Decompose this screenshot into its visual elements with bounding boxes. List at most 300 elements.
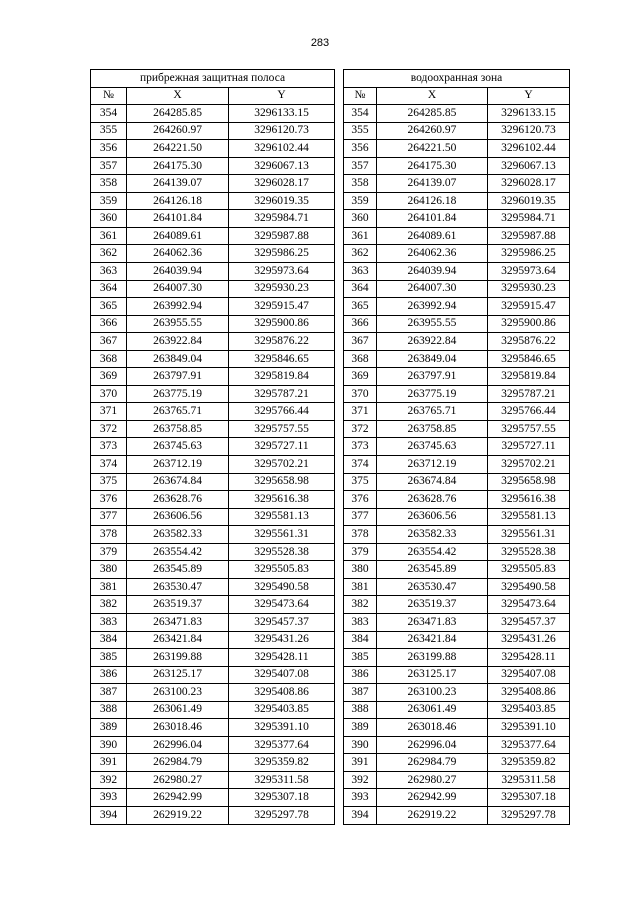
table-row	[343, 684, 569, 702]
point-number: 357	[343, 157, 376, 175]
point-number: 382	[91, 596, 127, 614]
x-coordinate: 263745.63	[127, 438, 229, 456]
x-coordinate: 264062.36	[127, 245, 229, 263]
table-row	[91, 175, 335, 193]
point-number: 372	[91, 420, 127, 438]
point-number: 385	[91, 649, 127, 667]
point-number: 376	[91, 491, 127, 509]
x-coordinate: 264101.84	[127, 210, 229, 228]
x-coordinate: 263628.76	[127, 491, 229, 509]
table-row	[91, 754, 335, 772]
x-coordinate: 263519.37	[127, 596, 229, 614]
point-number: 392	[91, 771, 127, 789]
point-number: 368	[343, 350, 376, 368]
x-coordinate: 262984.79	[127, 754, 229, 772]
point-number: 384	[343, 631, 376, 649]
point-number: 364	[91, 280, 127, 298]
table-row	[91, 561, 335, 579]
x-coordinate: 263628.76	[376, 491, 487, 509]
y-coordinate: 3296028.17	[229, 175, 335, 193]
y-coordinate: 3295819.84	[487, 368, 569, 386]
point-number: 368	[91, 350, 127, 368]
table-row	[91, 543, 335, 561]
table-row	[91, 122, 335, 140]
x-coordinate: 262980.27	[127, 771, 229, 789]
y-coordinate: 3295915.47	[229, 298, 335, 316]
x-coordinate: 264221.50	[127, 140, 229, 158]
x-coordinate: 264089.61	[376, 227, 487, 245]
point-number: 356	[91, 140, 127, 158]
y-coordinate: 3295930.23	[487, 280, 569, 298]
y-coordinate: 3296102.44	[487, 140, 569, 158]
table-row	[91, 263, 335, 281]
table-row	[91, 227, 335, 245]
x-coordinate: 263922.84	[376, 333, 487, 351]
table-row	[91, 596, 335, 614]
table-row	[91, 491, 335, 509]
y-coordinate: 3295407.08	[487, 666, 569, 684]
x-coordinate: 264260.97	[127, 122, 229, 140]
table-row	[343, 245, 569, 263]
y-coordinate: 3295581.13	[487, 508, 569, 526]
y-coordinate: 3295702.21	[229, 456, 335, 474]
table-row	[343, 561, 569, 579]
point-number: 354	[343, 105, 376, 123]
point-number: 372	[343, 420, 376, 438]
point-number: 369	[91, 368, 127, 386]
x-coordinate: 264175.30	[127, 157, 229, 175]
x-coordinate: 263545.89	[127, 561, 229, 579]
point-number: 371	[343, 403, 376, 421]
y-coordinate: 3296067.13	[487, 157, 569, 175]
table-row	[91, 245, 335, 263]
x-coordinate: 264126.18	[376, 192, 487, 210]
x-coordinate: 263125.17	[376, 666, 487, 684]
x-coordinate: 264007.30	[376, 280, 487, 298]
x-coordinate: 263471.83	[127, 613, 229, 631]
x-coordinate: 264139.07	[376, 175, 487, 193]
table-row	[91, 719, 335, 737]
x-coordinate: 263582.33	[376, 526, 487, 544]
y-coordinate: 3295428.11	[487, 649, 569, 667]
x-coordinate: 264062.36	[376, 245, 487, 263]
point-number: 374	[91, 456, 127, 474]
table-row	[343, 649, 569, 667]
x-coordinate: 263421.84	[376, 631, 487, 649]
y-coordinate: 3295727.11	[487, 438, 569, 456]
x-coordinate: 263606.56	[376, 508, 487, 526]
x-coordinate: 263765.71	[376, 403, 487, 421]
point-number: 356	[343, 140, 376, 158]
point-number: 369	[343, 368, 376, 386]
y-coordinate: 3295359.82	[229, 754, 335, 772]
point-number: 373	[343, 438, 376, 456]
table-row	[343, 298, 569, 316]
table-row	[343, 543, 569, 561]
y-coordinate: 3295428.11	[229, 649, 335, 667]
point-number: 394	[91, 806, 127, 824]
point-number: 380	[91, 561, 127, 579]
point-number: 371	[91, 403, 127, 421]
x-coordinate: 263530.47	[376, 578, 487, 596]
y-coordinate: 3296133.15	[487, 105, 569, 123]
point-number: 375	[91, 473, 127, 491]
point-number: 364	[343, 280, 376, 298]
table-row	[343, 613, 569, 631]
y-coordinate: 3296102.44	[229, 140, 335, 158]
x-coordinate: 263471.83	[376, 613, 487, 631]
table-row	[343, 315, 569, 333]
y-coordinate: 3295581.13	[229, 508, 335, 526]
table-row	[343, 754, 569, 772]
y-coordinate: 3295986.25	[229, 245, 335, 263]
table-row	[91, 613, 335, 631]
y-coordinate: 3295359.82	[487, 754, 569, 772]
point-number: 362	[91, 245, 127, 263]
y-coordinate: 3295297.78	[487, 806, 569, 824]
point-number: 386	[91, 666, 127, 684]
point-number: 361	[91, 227, 127, 245]
x-coordinate: 263797.91	[376, 368, 487, 386]
table-row	[343, 596, 569, 614]
point-number: 358	[343, 175, 376, 193]
x-coordinate: 263922.84	[127, 333, 229, 351]
x-coordinate: 263674.84	[127, 473, 229, 491]
table-row	[343, 333, 569, 351]
y-coordinate: 3295377.64	[487, 736, 569, 754]
table-row	[343, 456, 569, 474]
x-coordinate: 264039.94	[376, 263, 487, 281]
point-number: 394	[343, 806, 376, 824]
x-coordinate: 264139.07	[127, 175, 229, 193]
x-coordinate: 262996.04	[376, 736, 487, 754]
table-row	[91, 192, 335, 210]
table-row	[91, 526, 335, 544]
point-number: 360	[343, 210, 376, 228]
point-number: 378	[343, 526, 376, 544]
point-number: 375	[343, 473, 376, 491]
y-coordinate: 3295307.18	[487, 789, 569, 807]
table-row	[343, 403, 569, 421]
table-row	[91, 368, 335, 386]
table-row	[91, 280, 335, 298]
y-coordinate: 3295505.83	[487, 561, 569, 579]
y-coordinate: 3295407.08	[229, 666, 335, 684]
table-row	[343, 122, 569, 140]
x-coordinate: 264285.85	[376, 105, 487, 123]
point-number: 366	[343, 315, 376, 333]
table-row	[91, 684, 335, 702]
table-row	[343, 438, 569, 456]
y-coordinate: 3295490.58	[487, 578, 569, 596]
point-number: 379	[91, 543, 127, 561]
point-number: 361	[343, 227, 376, 245]
x-coordinate: 262942.99	[376, 789, 487, 807]
table-row	[343, 385, 569, 403]
y-coordinate: 3295403.85	[229, 701, 335, 719]
y-coordinate: 3295457.37	[229, 613, 335, 631]
coordinate-tables	[90, 69, 570, 825]
point-number: 378	[91, 526, 127, 544]
x-coordinate: 263421.84	[127, 631, 229, 649]
table-row	[343, 227, 569, 245]
y-coordinate: 3295984.71	[487, 210, 569, 228]
table-row	[343, 210, 569, 228]
x-coordinate: 263758.85	[376, 420, 487, 438]
point-number: 383	[343, 613, 376, 631]
x-coordinate: 264285.85	[127, 105, 229, 123]
point-number: 367	[91, 333, 127, 351]
y-coordinate: 3295986.25	[487, 245, 569, 263]
x-coordinate: 263955.55	[376, 315, 487, 333]
y-coordinate: 3295561.31	[487, 526, 569, 544]
y-coordinate: 3296133.15	[229, 105, 335, 123]
column-header-number: №	[91, 87, 127, 105]
table-row	[91, 736, 335, 754]
x-coordinate: 263712.19	[376, 456, 487, 474]
water-protection-zone-table	[343, 69, 570, 825]
point-number: 388	[91, 701, 127, 719]
table-row	[343, 719, 569, 737]
table-title: водоохранная зона	[343, 70, 569, 88]
point-number: 389	[91, 719, 127, 737]
x-coordinate: 263758.85	[127, 420, 229, 438]
y-coordinate: 3295787.21	[229, 385, 335, 403]
point-number: 365	[91, 298, 127, 316]
column-header-y: Y	[487, 87, 569, 105]
point-number: 382	[343, 596, 376, 614]
y-coordinate: 3296120.73	[487, 122, 569, 140]
x-coordinate: 262980.27	[376, 771, 487, 789]
column-header-x: X	[376, 87, 487, 105]
y-coordinate: 3295490.58	[229, 578, 335, 596]
x-coordinate: 262942.99	[127, 789, 229, 807]
y-coordinate: 3295311.58	[229, 771, 335, 789]
point-number: 393	[91, 789, 127, 807]
y-coordinate: 3295846.65	[487, 350, 569, 368]
point-number: 391	[343, 754, 376, 772]
y-coordinate: 3295528.38	[487, 543, 569, 561]
table-row	[343, 473, 569, 491]
point-number: 385	[343, 649, 376, 667]
y-coordinate: 3295391.10	[229, 719, 335, 737]
table-row	[343, 263, 569, 281]
table-row	[343, 806, 569, 824]
table-row	[91, 438, 335, 456]
x-coordinate: 263100.23	[376, 684, 487, 702]
table-row	[343, 701, 569, 719]
table-row	[91, 631, 335, 649]
table-row	[91, 578, 335, 596]
x-coordinate: 263018.46	[127, 719, 229, 737]
point-number: 365	[343, 298, 376, 316]
x-coordinate: 264221.50	[376, 140, 487, 158]
point-number: 370	[91, 385, 127, 403]
x-coordinate: 263530.47	[127, 578, 229, 596]
x-coordinate: 263545.89	[376, 561, 487, 579]
y-coordinate: 3295915.47	[487, 298, 569, 316]
x-coordinate: 263775.19	[376, 385, 487, 403]
table-row	[343, 789, 569, 807]
point-number: 355	[91, 122, 127, 140]
x-coordinate: 263100.23	[127, 684, 229, 702]
table-row	[343, 420, 569, 438]
y-coordinate: 3295702.21	[487, 456, 569, 474]
x-coordinate: 262919.22	[127, 806, 229, 824]
table-row	[343, 192, 569, 210]
point-number: 393	[343, 789, 376, 807]
y-coordinate: 3295408.86	[229, 684, 335, 702]
y-coordinate: 3295431.26	[487, 631, 569, 649]
table-row	[343, 350, 569, 368]
table-row	[91, 789, 335, 807]
table-row	[343, 140, 569, 158]
x-coordinate: 264089.61	[127, 227, 229, 245]
y-coordinate: 3295297.78	[229, 806, 335, 824]
point-number: 362	[343, 245, 376, 263]
table-row	[91, 157, 335, 175]
table-row	[91, 140, 335, 158]
y-coordinate: 3295900.86	[229, 315, 335, 333]
x-coordinate: 263712.19	[127, 456, 229, 474]
x-coordinate: 264007.30	[127, 280, 229, 298]
x-coordinate: 263745.63	[376, 438, 487, 456]
y-coordinate: 3295377.64	[229, 736, 335, 754]
table-row	[343, 157, 569, 175]
y-coordinate: 3295473.64	[229, 596, 335, 614]
x-coordinate: 262984.79	[376, 754, 487, 772]
x-coordinate: 263674.84	[376, 473, 487, 491]
x-coordinate: 263992.94	[376, 298, 487, 316]
x-coordinate: 263061.49	[127, 701, 229, 719]
point-number: 381	[343, 578, 376, 596]
table-row	[91, 771, 335, 789]
table-row	[343, 736, 569, 754]
x-coordinate: 263849.04	[376, 350, 487, 368]
point-number: 363	[91, 263, 127, 281]
table-row	[343, 491, 569, 509]
table-row	[343, 175, 569, 193]
y-coordinate: 3295505.83	[229, 561, 335, 579]
point-number: 374	[343, 456, 376, 474]
y-coordinate: 3295311.58	[487, 771, 569, 789]
point-number: 386	[343, 666, 376, 684]
table-row	[91, 315, 335, 333]
table-row	[91, 298, 335, 316]
x-coordinate: 263582.33	[127, 526, 229, 544]
y-coordinate: 3295984.71	[229, 210, 335, 228]
table-row	[343, 631, 569, 649]
x-coordinate: 264039.94	[127, 263, 229, 281]
x-coordinate: 264126.18	[127, 192, 229, 210]
x-coordinate: 263849.04	[127, 350, 229, 368]
x-coordinate: 263125.17	[127, 666, 229, 684]
y-coordinate: 3295658.98	[487, 473, 569, 491]
point-number: 363	[343, 263, 376, 281]
table-row	[343, 666, 569, 684]
point-number: 376	[343, 491, 376, 509]
point-number: 377	[343, 508, 376, 526]
y-coordinate: 3295473.64	[487, 596, 569, 614]
y-coordinate: 3296067.13	[229, 157, 335, 175]
table-row	[91, 508, 335, 526]
table-title: прибрежная защитная полоса	[91, 70, 335, 88]
column-header-y: Y	[229, 87, 335, 105]
point-number: 387	[91, 684, 127, 702]
y-coordinate: 3295987.88	[487, 227, 569, 245]
point-number: 389	[343, 719, 376, 737]
y-coordinate: 3295876.22	[487, 333, 569, 351]
table-row	[343, 526, 569, 544]
y-coordinate: 3295766.44	[229, 403, 335, 421]
y-coordinate: 3295973.64	[487, 263, 569, 281]
point-number: 359	[91, 192, 127, 210]
table-row	[91, 456, 335, 474]
x-coordinate: 263018.46	[376, 719, 487, 737]
y-coordinate: 3296019.35	[487, 192, 569, 210]
point-number: 383	[91, 613, 127, 631]
point-number: 357	[91, 157, 127, 175]
y-coordinate: 3295561.31	[229, 526, 335, 544]
point-number: 367	[343, 333, 376, 351]
x-coordinate: 263199.88	[376, 649, 487, 667]
point-number: 391	[91, 754, 127, 772]
table-row	[91, 350, 335, 368]
x-coordinate: 263519.37	[376, 596, 487, 614]
point-number: 355	[343, 122, 376, 140]
point-number: 359	[343, 192, 376, 210]
y-coordinate: 3295987.88	[229, 227, 335, 245]
y-coordinate: 3295408.86	[487, 684, 569, 702]
y-coordinate: 3295431.26	[229, 631, 335, 649]
table-row	[91, 473, 335, 491]
y-coordinate: 3295930.23	[229, 280, 335, 298]
table-row	[91, 403, 335, 421]
point-number: 373	[91, 438, 127, 456]
point-number: 392	[343, 771, 376, 789]
table-row	[91, 649, 335, 667]
x-coordinate: 263992.94	[127, 298, 229, 316]
y-coordinate: 3295757.55	[229, 420, 335, 438]
point-number: 379	[343, 543, 376, 561]
column-header-x: X	[127, 87, 229, 105]
table-row	[91, 666, 335, 684]
x-coordinate: 263554.42	[376, 543, 487, 561]
x-coordinate: 263061.49	[376, 701, 487, 719]
table-row	[343, 508, 569, 526]
y-coordinate: 3295391.10	[487, 719, 569, 737]
table-row	[91, 333, 335, 351]
table-row	[343, 578, 569, 596]
point-number: 370	[343, 385, 376, 403]
y-coordinate: 3295787.21	[487, 385, 569, 403]
y-coordinate: 3296120.73	[229, 122, 335, 140]
point-number: 388	[343, 701, 376, 719]
y-coordinate: 3295876.22	[229, 333, 335, 351]
y-coordinate: 3295757.55	[487, 420, 569, 438]
point-number: 390	[91, 736, 127, 754]
table-row	[91, 806, 335, 824]
point-number: 384	[91, 631, 127, 649]
y-coordinate: 3295457.37	[487, 613, 569, 631]
y-coordinate: 3295403.85	[487, 701, 569, 719]
x-coordinate: 264260.97	[376, 122, 487, 140]
x-coordinate: 263606.56	[127, 508, 229, 526]
point-number: 360	[91, 210, 127, 228]
point-number: 380	[343, 561, 376, 579]
table-row	[91, 210, 335, 228]
table-row	[91, 701, 335, 719]
